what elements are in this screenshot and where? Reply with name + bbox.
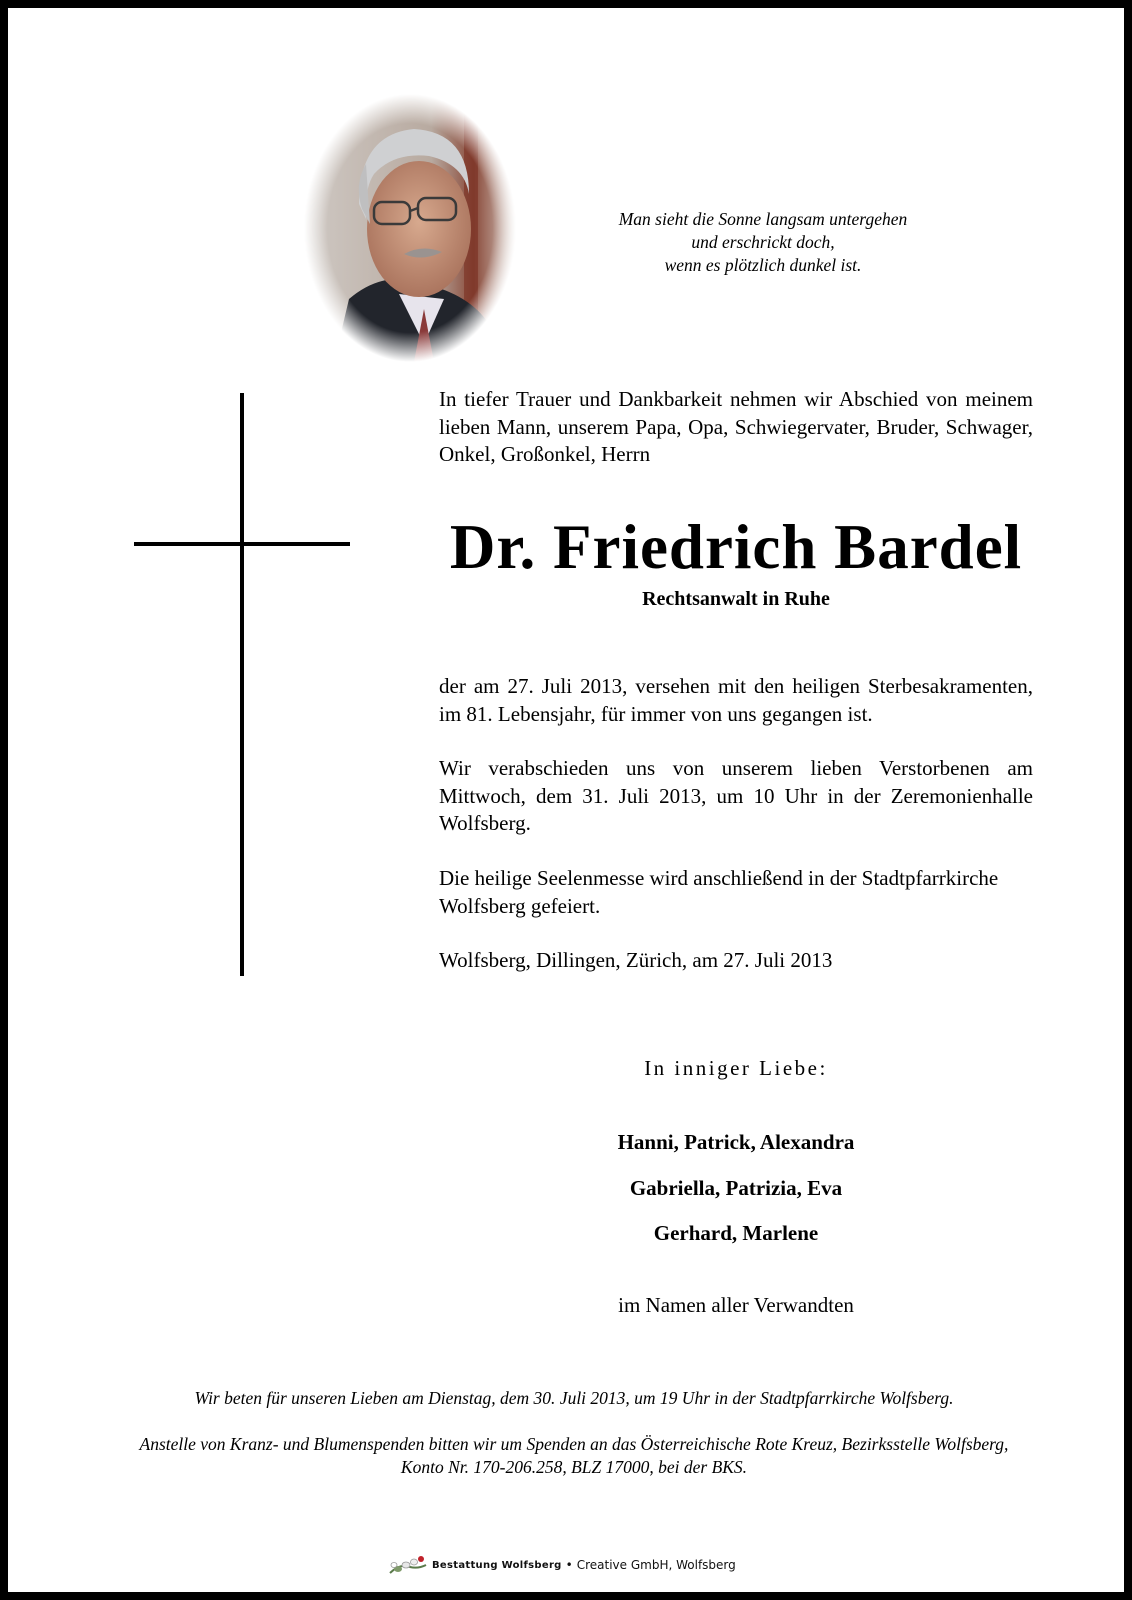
intro-paragraph: In tiefer Trauer und Dankbarkeit nehmen wir Abschied von meinem lieben Mann, unserem Papa, Opa, Schwiegervater, Bruder, Schwager, Onkel, Großonkel, Herrn	[439, 387, 1033, 466]
family-line: Gerhard, Marlene	[653, 1221, 819, 1245]
death-notice-paragraph: der am 27. Juli 2013, versehen mit den heiligen Sterbesakramenten, im 81. Lebensjahr, für immer von uns gegangen ist.	[439, 674, 1033, 726]
footer-credit	[388, 1552, 736, 1578]
portrait-photo	[304, 94, 516, 362]
mourners-heading: In inniger Liebe:	[644, 1056, 828, 1080]
portrait-image	[304, 94, 516, 362]
flowers-logo-icon	[388, 1553, 428, 1577]
prayer-note: Wir beten für unseren Lieben am Dienstag, dem 30. Juli 2013, um 19 Uhr in der Stadtpfarrkirche Wolfsberg.	[194, 1388, 954, 1408]
donation-line: Konto Nr. 170-206.258, BLZ 17000, bei der BKS.	[400, 1457, 748, 1477]
mourners-closing: im Namen aller Verwandten	[618, 1293, 854, 1317]
cross-icon-horizontal	[134, 542, 350, 546]
motto-quote	[568, 208, 958, 277]
donation-line: Anstelle von Kranz- und Blumenspenden bitten wir um Spenden an das Österreichische Rote Kreuz, Bezirksstelle Wolfsberg,	[139, 1434, 1009, 1454]
motto-line: wenn es plötzlich dunkel ist.	[664, 255, 862, 275]
family-line: Hanni, Patrick, Alexandra	[617, 1130, 855, 1154]
place-date: Wolfsberg, Dillingen, Zürich, am 27. Juli 2013	[439, 948, 833, 972]
motto-line: Man sieht die Sonne langsam untergehen	[618, 209, 908, 229]
footer-brand: Bestattung Wolfsberg	[432, 1559, 562, 1571]
deceased-profession: Rechtsanwalt in Ruhe	[642, 588, 830, 610]
deceased-name: Dr. Friedrich Bardel	[449, 512, 1023, 582]
footer-company: Creative GmbH, Wolfsberg	[576, 1558, 736, 1572]
footer-separator: •	[565, 1558, 573, 1572]
donation-note	[68, 1433, 1080, 1479]
cross-icon-vertical	[240, 393, 244, 976]
family-line: Gabriella, Patrizia, Eva	[629, 1176, 843, 1200]
motto-line: und erschrickt doch,	[691, 232, 835, 252]
farewell-paragraph: Wir verabschieden uns von unserem lieben Verstorbenen am Mittwoch, dem 31. Juli 2013, um 10 Uhr in der Zeremonienhalle Wolfsberg.	[439, 756, 1033, 835]
mass-paragraph: Die heilige Seelenmesse wird anschließend in der Stadtpfarrkirche Wolfsberg gefeiert.	[439, 866, 999, 918]
